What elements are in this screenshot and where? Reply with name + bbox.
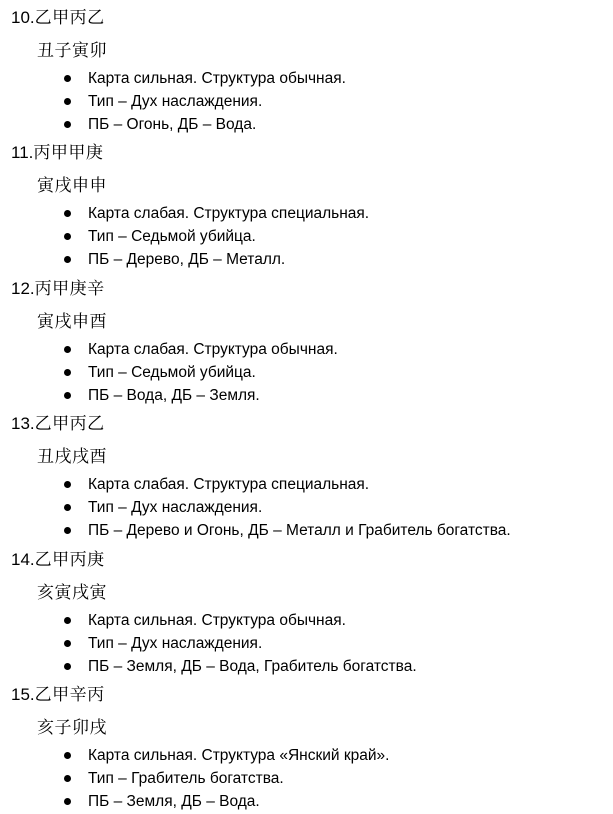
entry-heading (11, 142, 103, 164)
bullet-icon (64, 346, 71, 353)
entry-number: 10. (11, 8, 35, 27)
list-item-text: ПБ – Огонь, ДБ – Вода. (88, 116, 257, 133)
list-item-text: Тип – Дух наслаждения. (88, 634, 263, 652)
earthly-branches: 寅戌申酉 (37, 311, 107, 332)
list-item-text: Тип – Дух наслаждения. (88, 499, 263, 517)
list-item-text: Тип – Дух наслаждения. (88, 93, 263, 110)
list-item-text: Тип – Грабитель богатства. (88, 769, 284, 787)
heavenly-stems: 丙甲甲庚 (33, 143, 104, 164)
entry-heading (11, 7, 105, 29)
entry-heading (11, 549, 105, 571)
bullet-icon (64, 752, 71, 759)
list-item-text: Карта слабая. Структура специальная. (88, 205, 370, 223)
entry-number: 13. (11, 414, 35, 434)
list-item-text: ПБ – Дерево, ДБ – Металл. (88, 251, 286, 269)
bullet-icon (64, 481, 71, 488)
bullet-icon (64, 121, 71, 128)
chart-entry (0, 679, 613, 814)
heavenly-stems: 丙甲庚辛 (34, 278, 105, 299)
list-item-text: ПБ – Дерево и Огонь, ДБ – Металл и Грабитель богатства. (88, 522, 511, 540)
bullet-icon (64, 233, 71, 240)
bullet-icon (64, 256, 71, 263)
list-item-text: ПБ – Земля, ДБ – Вода, Грабитель богатства. (88, 657, 417, 675)
bullet-icon (64, 210, 71, 217)
entry-heading (11, 278, 105, 300)
list-item-text: Карта слабая. Структура специальная. (88, 476, 370, 494)
earthly-branches: 丑子寅卯 (37, 41, 107, 61)
bullet-icon (64, 775, 71, 782)
heavenly-stems: 乙甲辛丙 (34, 684, 105, 705)
list-item-text: Тип – Седьмой убийца. (88, 228, 256, 246)
list-item-text: Карта сильная. Структура обычная. (88, 611, 346, 629)
heavenly-stems: 乙甲丙乙 (34, 8, 105, 28)
bullet-icon (64, 617, 71, 624)
list-item-text: Карта сильная. Структура обычная. (88, 70, 346, 87)
entry-heading (11, 684, 105, 706)
earthly-branches: 亥子卯戌 (37, 717, 107, 738)
entry-number: 12. (11, 278, 35, 298)
earthly-branches: 丑戌戌酉 (37, 447, 107, 468)
bullet-icon (64, 504, 71, 511)
chart-entry (0, 544, 613, 679)
entry-number: 15. (11, 684, 35, 704)
heavenly-stems: 乙甲丙乙 (34, 414, 105, 435)
chart-entry (0, 137, 613, 272)
bullet-icon (64, 663, 71, 670)
bullet-icon (64, 527, 71, 534)
bullet-icon (64, 98, 71, 105)
chart-entry (0, 408, 613, 543)
list-item-text: Карта сильная. Структура «Янский край». (88, 746, 390, 764)
heavenly-stems: 乙甲丙庚 (34, 549, 105, 570)
list-item-text: ПБ – Вода, ДБ – Земля. (88, 386, 260, 404)
entry-number: 14. (11, 549, 35, 569)
list-item-text: Карта слабая. Структура обычная. (88, 340, 338, 358)
list-item-text: Тип – Седьмой убийца. (88, 363, 256, 381)
list-item-text: ПБ – Земля, ДБ – Вода. (88, 792, 260, 810)
bullet-icon (64, 369, 71, 376)
bullet-icon (64, 640, 71, 647)
earthly-branches: 寅戌申申 (37, 176, 107, 197)
earthly-branches: 亥寅戌寅 (37, 582, 107, 603)
bullet-icon (64, 392, 71, 399)
chart-entry (0, 273, 613, 408)
bullet-icon (64, 798, 71, 805)
chart-entry (0, 2, 613, 137)
entry-number: 11. (11, 143, 34, 163)
entry-heading (11, 413, 105, 435)
bullet-icon (64, 75, 71, 82)
